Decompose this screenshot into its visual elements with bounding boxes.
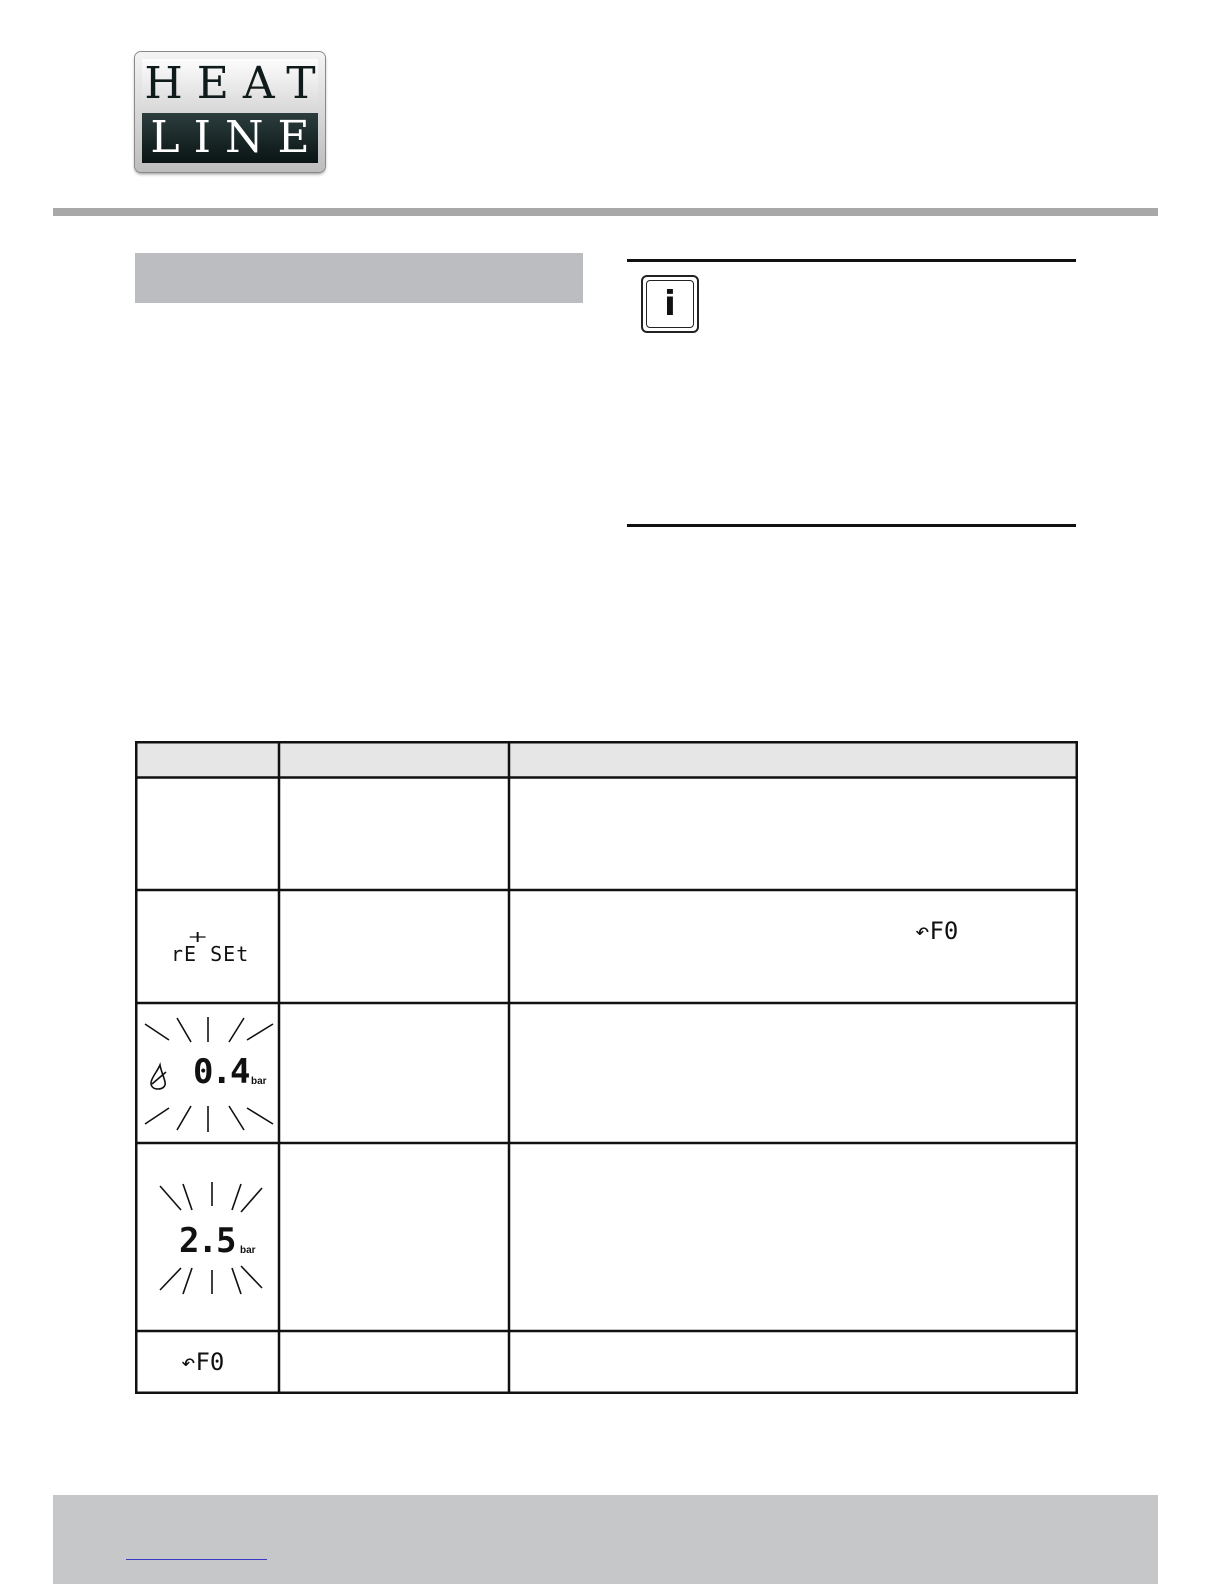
lcd-reset-symbol: ⊣⊢ (189, 927, 205, 946)
table-row (135, 891, 279, 1003)
table-row (135, 1144, 279, 1331)
footer-band (53, 1495, 1158, 1584)
lcd-pressure-value: 2.5 (179, 1221, 235, 1261)
lcd-pressure-unit: bar (240, 1245, 256, 1256)
info-note-box (627, 259, 1076, 527)
info-icon: i (641, 275, 699, 333)
logo-line-2: LINE (150, 112, 324, 163)
lcd-f0-display: ↶F0 (181, 1348, 225, 1376)
lcd-reset-text: rE SEt (171, 942, 250, 966)
logo-line-1: HEAT (144, 58, 330, 109)
water-drop-icon (151, 1065, 166, 1089)
lcd-f0-inline: ↶F0 (915, 917, 959, 945)
table-row (135, 1004, 279, 1143)
header-rule (53, 208, 1158, 216)
section-heading-bar (135, 253, 583, 303)
heatline-logo (135, 52, 330, 172)
lcd-pressure-unit: bar (251, 1076, 267, 1087)
status-display-table (135, 741, 1078, 1394)
table-row (135, 1332, 279, 1393)
footer-link[interactable] (126, 1559, 267, 1560)
lcd-pressure-value: 0.4 (193, 1052, 249, 1092)
